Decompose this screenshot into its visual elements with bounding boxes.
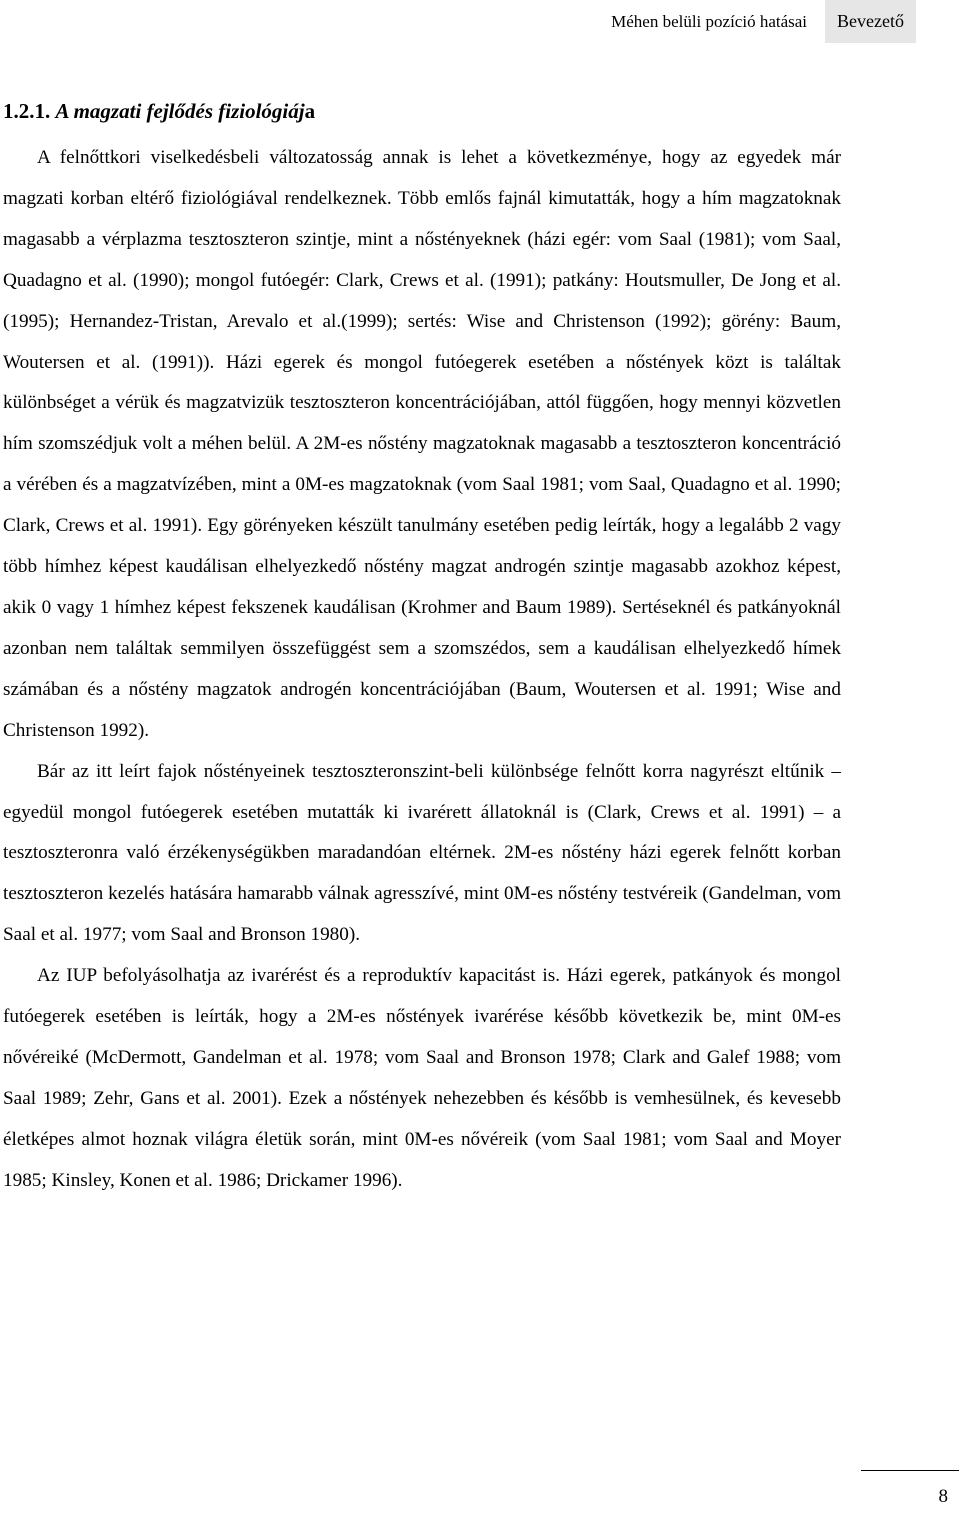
header-chapter-title: Méhen belüli pozíció hatásai	[611, 11, 808, 31]
header-section-label: Bevezető	[825, 0, 916, 43]
page-number: 8	[938, 1486, 948, 1507]
paragraph-1: A felnőttkori viselkedésbeli változatosság annak is lehet a következménye, hogy az egyedek már magzati korban eltérő fiziológiával rendelkeznek. Több emlős fajnál kimutatták, hogy a hím magzatoknak magasabb a vérplazma tesztoszteron szintje, mint a nőstényeknek (házi egér: vom Saal (1981); vom Saal, Quadagno et al. (1990); mongol futóegér: Clark, Crews et al. (1991); patkány: Houtsmuller, De Jong et al. (1995); Hernandez-Tristan, Arevalo et al.(1999); sertés: Wise and Christenson (1992); görény: Baum, Woutersen et al. (1991)). Házi egerek és mongol futóegerek esetében a nőstények közt is találtak különbséget a vérük és magzatvizük tesztoszteron koncentrációjában, attól függően, hogy mennyi közvetlen hím szomszédjuk volt a méhen belül. A 2M-es nőstény magzatoknak magasabb a tesztoszteron koncentráció a vérében és a magzatvízében, mint a 0M-es magzatoknak (vom Saal 1981; vom Saal, Quadagno et al. 1990; Clark, Crews et al. 1991). Egy görényeken készült tanulmány esetében pedig leírták, hogy a legalább 2 vagy több hímhez képest kaudálisan elhelyezkedő nőstény magzat androgén szintje magasabb azokhoz képest, akik 0 vagy 1 hímhez képest fekszenek kaudálisan (Krohmer and Baum 1989). Sertéseknél és patkányoknál azonban nem találtak semmilyen összefüggést sem a szomszédos, sem a kaudálisan elhelyezkedő hímek számában és a nőstény magzatok androgén koncentrációjában (Baum, Woutersen et al. 1991; Wise and Christenson 1992).	[3, 147, 841, 741]
paragraph-2: Bár az itt leírt fajok nőstényeinek tesztoszteronszint-beli különbsége felnőtt korra nagyrészt eltűnik – egyedül mongol futóegerek esetében mutatták ki ivarérett állatoknál is (Clark, Crews et al. 1991) – a tesztoszteronra való érzékenységükben maradandóan eltérnek. 2M-es nőstény házi egerek felnőtt korban tesztoszteron kezelés hatására hamarabb válnak agresszívé, mint 0M-es nőstény testvéreik (Gandelman, vom Saal et al. 1977; vom Saal and Bronson 1980).	[3, 760, 841, 946]
footer-rule	[861, 1470, 959, 1471]
section-heading	[3, 99, 315, 124]
body-text	[3, 138, 841, 1202]
section-number: 1.2.1.	[3, 99, 51, 123]
running-header	[611, 0, 916, 43]
section-title-suffix: a	[304, 99, 316, 123]
section-title: A magzati fejlődés fiziológiáj	[55, 99, 305, 123]
paragraph-3: Az IUP befolyásolhatja az ivarérést és a reproduktív kapacitást is. Házi egerek, patkányok és mongol futóegerek esetében is leírták, hogy a 2M-es nőstények ivarérése később következik be, mint 0M-es nővéreiké (McDermott, Gandelman et al. 1978; vom Saal and Bronson 1978; Clark and Galef 1988; vom Saal 1989; Zehr, Gans et al. 2001). Ezek a nőstények nehezebben és később is vemhesülnek, és kevesebb életképes almot hoznak világra életük során, mint 0M-es nővéreik (vom Saal 1981; vom Saal and Moyer 1985; Kinsley, Konen et al. 1986; Drickamer 1996).	[3, 965, 841, 1191]
